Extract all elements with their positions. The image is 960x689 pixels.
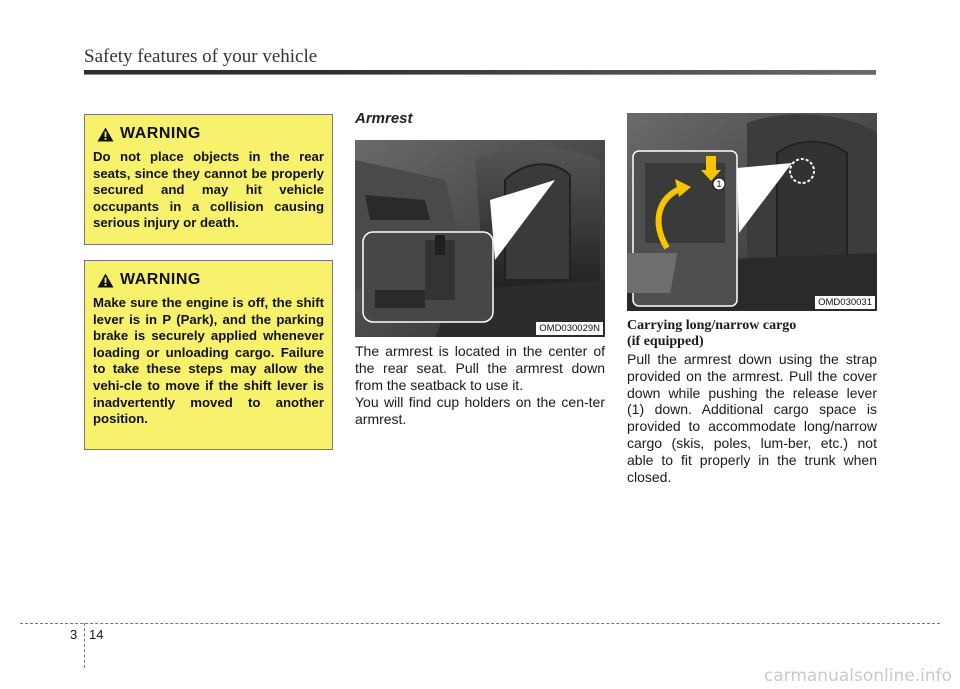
cargo-photo — [627, 113, 877, 311]
warning-text: Make sure the engine is off, the shift lever is in P (Park), and the parking brake is securely applied whenever loading or unloading cargo. Failure to take these steps may allow the vehi-cle to move if the shift lever is inadvertently moved to another position. — [93, 295, 324, 427]
warning-title: WARNING — [120, 271, 201, 288]
image-code-label: OMD030031 — [815, 296, 875, 309]
cargo-passthrough-illustration — [627, 113, 877, 311]
warning-text: Do not place objects in the rear seats, since they cannot be properly secured and may hit vehicle occupants in a collision causing serious injury or death. — [93, 149, 324, 231]
armrest-paragraph-1: The armrest is located in the center of the rear seat. Pull the armrest down from the seatback to use it. — [355, 343, 605, 393]
rear-seat-illustration — [355, 140, 605, 337]
warning-box-engine-off — [84, 260, 333, 450]
callout-number-1: 1 — [716, 179, 722, 189]
header-rule — [84, 70, 876, 74]
warning-header — [97, 271, 324, 289]
armrest-paragraph-2: You will find cup holders on the cen-ter armrest. — [355, 394, 605, 427]
warning-header — [97, 125, 324, 143]
cargo-section-title — [627, 318, 877, 350]
chapter-number: 3 — [70, 627, 78, 642]
footer-divider — [20, 623, 940, 624]
image-code-label: OMD030029N — [536, 322, 603, 335]
footer-vertical-divider — [84, 623, 85, 668]
armrest-photo — [355, 140, 605, 337]
cargo-paragraph: Pull the armrest down using the strap provided on the armrest. Pull the cover down while pushing the release lever (1) down. Additional cargo space is provided to accommodate long/narrow cargo (skis, poles, lum-ber, etc.) not able to fit properly in the trunk when closed. — [627, 351, 877, 485]
cargo-title-line-2: (if equipped) — [627, 334, 704, 349]
warning-triangle-icon — [97, 127, 114, 142]
armrest-heading: Armrest — [355, 110, 413, 127]
page-number: 14 — [89, 627, 104, 642]
warning-triangle-icon — [97, 273, 114, 288]
warning-box-rear-seat-objects — [84, 114, 333, 245]
cargo-title-line-1: Carrying long/narrow cargo — [627, 318, 797, 333]
page-header-title: Safety features of your vehicle — [84, 46, 318, 67]
warning-title: WARNING — [120, 125, 201, 142]
watermark: carmanualsonline.info — [763, 666, 952, 686]
